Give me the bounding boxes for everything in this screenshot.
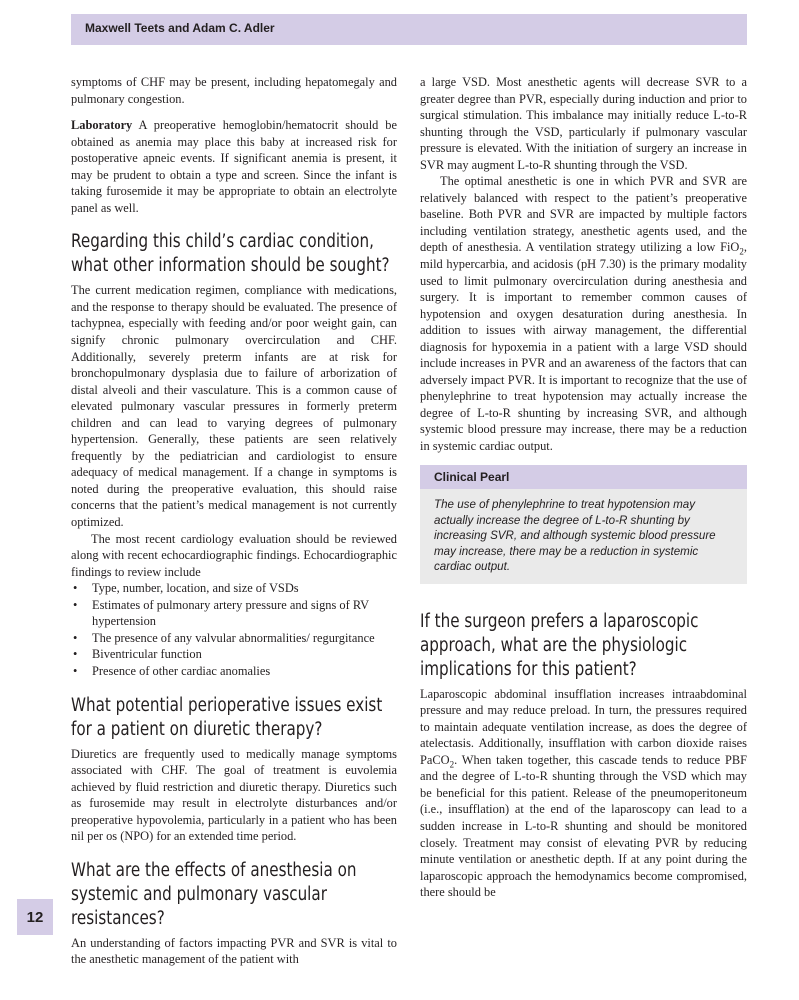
section-heading-laparoscopic: If the surgeon prefers a laparoscopic approach, what are the physiologic implications for this patient? [420, 610, 699, 680]
clinical-pearl-text: The use of phenylephrine to treat hypotension may actually increase the degree of L-to-R shunting by increasing SVR, and although systemic blood pressure may increase, there may be a reduction in systemic cardiac output. [434, 498, 716, 574]
header-authors: Maxwell Teets and Adam C. Adler [85, 21, 275, 35]
subscript: 2 [739, 246, 744, 257]
section-heading-anesthesia-effects: What are the effects of anesthesia on systemic and pulmonary vascular resistances? [71, 859, 357, 929]
left-column [71, 74, 397, 968]
running-header [71, 14, 747, 45]
text-run: The optimal anesthetic is one in which PVR and SVR are relatively balanced with respect to the patient’s preoperative baseline. Both PVR and SVR are impacted by multiple factors including ventilation strategy, anesthetic agents used, and the depth of anesthesia. A ventilation strategy utilizing a low FiO [420, 174, 747, 255]
list-item: • The presence of any valvular abnormalities/ regurgitance [71, 630, 397, 647]
section-heading-cardiac: Regarding this child’s cardiac condition, what other information should be sought? [71, 231, 390, 277]
list-item: • Biventricular function [71, 646, 397, 663]
laboratory-label: Laboratory [71, 118, 133, 133]
paragraph: symptoms of CHF may be present, including hepatomegaly and pulmonary congestion. [71, 75, 397, 106]
clinical-pearl-box [420, 465, 747, 584]
paragraph: Diuretics are frequently used to medically manage symptoms associated with CHF. The goal of treatment is euvolemia achieved by fluid restriction and diuretic therapy. Diuretics such as furosemide may result in electrolyte disturbances and/or preoperative hypovolemia, particularly in a patient who has been nil per os (NPO) for an extended time period. [71, 746, 397, 844]
text-run: . When taken together, this cascade tends to reduce PBF and the degree of L-to-R shunting through the VSD which may be beneficial for this patient. Release of the pneumoperitoneum (i.e., insufflation) at the end of the laparoscopy can lead to a sudden increase in L-to-R shunting and should be monitored closely. Treatment may consist of elevating PVR by reducing minute ventilation or anesthetic depth. If at any point during the laparoscopic approach the hemodynamics become compromised, there should be [420, 752, 747, 900]
paragraph [420, 173, 747, 454]
paragraph: An understanding of factors impacting PVR and SVR is vital to the anesthetic management of the patient with [71, 935, 397, 967]
list-item: • Type, number, location, and size of VSDs [71, 580, 397, 597]
paragraph: The most recent cardiology evaluation should be reviewed along with recent echocardiographic findings. Echocardiographic findings to review include [71, 531, 397, 579]
text-run: Laparoscopic abdominal insufflation increases intraabdominal pressure and may reduce preload. In turn, the pressures required to maintain adequate ventilation increase, as does the degree of atelectasis. Additionally, insufflation with carbon dioxide raises PaCO [420, 686, 747, 767]
text-run: , mild hypercarbia, and acidosis (pH 7.30) is the primary modality used to limit pulmonary overcirculation during anesthesia and surgery. It is important to remember common causes of hypotension and oxygen desaturation during anesthesia. In addition to issues with airway management, the differential diagnosis for hypoxemia in a patient with a large VSD should include increases in PVR and an awareness of the factors that can adversely impact PVR. It is important to recognize that the use of phenylephrine to treat hypotension may actually increase the degree of L-to-R shunting by increasing SVR, and although systemic blood pressure may increase, there may be a reduction in systemic cardiac output. [420, 240, 747, 454]
section-heading-diuretic: What potential perioperative issues exist for a patient on diuretic therapy? [71, 694, 383, 740]
laboratory-text: A preoperative hemoglobin/hematocrit should be obtained as anemia may place this baby at increased risk for postoperative apneic events. If significant anemia is present, it may be prudent to obtain a type and screen. Since the infant is taking furosemide it may be appropriate to obtain an electrolyte panel as well. [71, 118, 397, 215]
laboratory-paragraph [71, 117, 397, 216]
paragraph: The current medication regimen, compliance with medications, and the response to therapy should be evaluated. The presence of tachypnea, especially with feeding and/or poor weight gain, can signify chronic pulmonary overcirculation and CHF. Additionally, severely preterm infants are at risk for bronchopulmonary dysplasia due to failure of arborization of distal alveoli and their vasculature. This is a common cause of elevated pulmonary vascular pressures in formerly preterm children and can lead to varying degrees of pulmonary hypertension. Generally, these patients are seen relatively frequently by the pediatrician and cardiologist to ensure adequacy of medical management. If a change in symptoms is noted during the preoperative evaluation, this should raise concerns that the patient’s medical management is not currently optimized. [71, 283, 397, 530]
subscript: 2 [449, 759, 455, 770]
clinical-pearl-title: Clinical Pearl [420, 465, 747, 490]
echo-findings-list [71, 580, 397, 679]
paragraph [420, 686, 747, 901]
right-column [420, 74, 747, 901]
page-number: 12 [17, 899, 53, 935]
list-item: • Estimates of pulmonary artery pressure and signs of RV hypertension [71, 597, 397, 630]
paragraph: a large VSD. Most anesthetic agents will decrease SVR to a greater degree than PVR, especially during induction and prior to surgical stimulation. This imbalance may initially reduce L-to-R shunting through the VSD, particularly if pulmonary vascular pressure is elevated. With the initiation of surgery an increase in SVR may augment L-to-R shunting through the VSD. [420, 75, 747, 172]
list-item: • Presence of other cardiac anomalies [71, 663, 397, 680]
